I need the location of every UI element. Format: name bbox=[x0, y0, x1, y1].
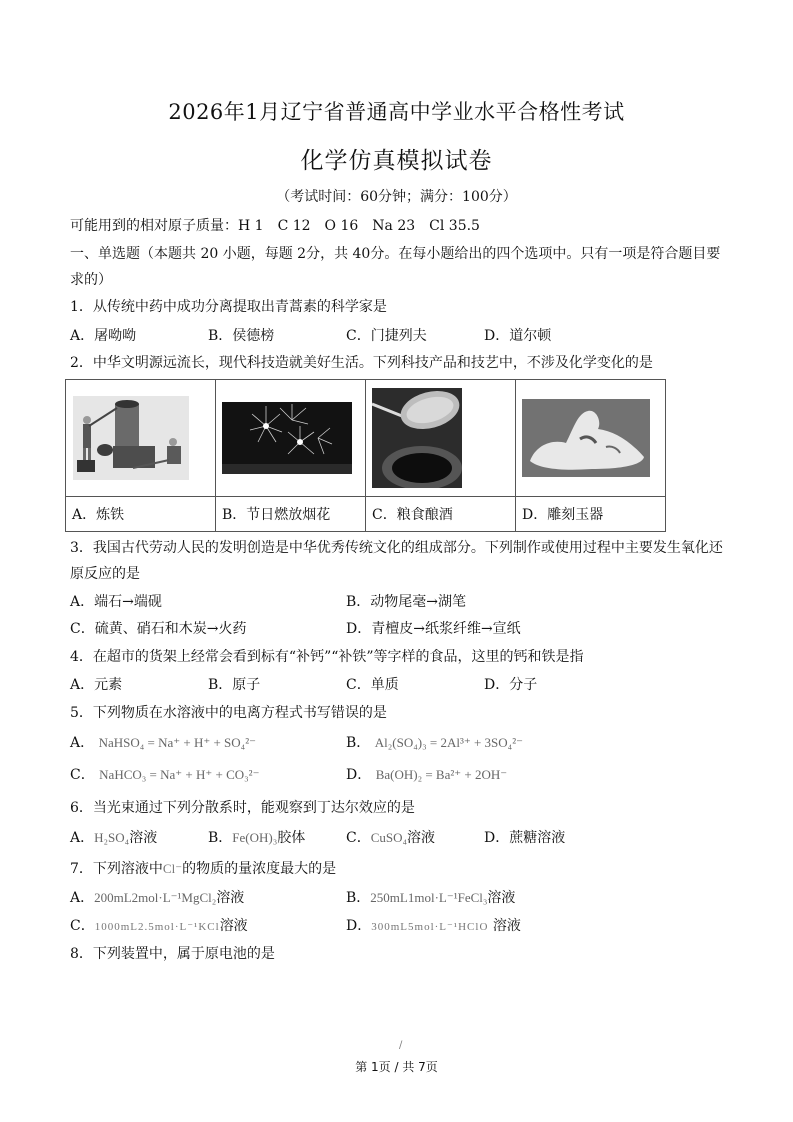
question-6-option-c[interactable] bbox=[346, 829, 435, 847]
question-4-stem: 4．在超市的货架上经常会看到标有“补钙”“补铁”等字样的食品，这里的钙和铁是指 bbox=[70, 649, 584, 665]
question-2-image-cell-a bbox=[66, 380, 216, 497]
option-label: A． bbox=[70, 830, 95, 846]
option-label: D． bbox=[346, 918, 372, 934]
question-5-option-c[interactable] bbox=[70, 766, 259, 784]
option-label: C． bbox=[346, 830, 371, 846]
wine-brewing-image bbox=[372, 388, 462, 488]
atomic-masses: 可能用到的相对原子质量：H 1 C 12 O 16 Na 23 Cl 35.5 bbox=[70, 218, 480, 234]
question-2-image-cell-d bbox=[516, 380, 666, 497]
question-1-option-d[interactable]: D．道尔顿 bbox=[484, 328, 552, 344]
question-4-option-b[interactable]: B．原子 bbox=[208, 677, 261, 693]
footer-mark: / bbox=[399, 1040, 403, 1051]
option-suffix: 胶体 bbox=[277, 830, 306, 846]
question-5-option-d[interactable] bbox=[346, 766, 507, 784]
option-suffix: 蔗糖溶液 bbox=[509, 830, 566, 846]
question-4-option-a[interactable]: A．元素 bbox=[70, 677, 123, 693]
solution-formula: 200mL2mol·L⁻¹MgCl₂ bbox=[94, 890, 217, 905]
question-2-stem: 2．中华文明源远流长，现代科技造就美好生活。下列科技产品和技艺中，不涉及化学变化的是 bbox=[70, 355, 653, 371]
section-heading-cont: 求的） bbox=[70, 272, 112, 288]
option-suffix: 溶液 bbox=[216, 890, 245, 906]
question-3-option-b[interactable]: B．动物尾毫→湖笔 bbox=[346, 594, 467, 610]
option-label: D． bbox=[346, 767, 372, 783]
iron-smelting-image bbox=[73, 396, 189, 480]
question-5-option-b[interactable] bbox=[346, 734, 523, 752]
ionization-equation: Ba(OH)₂ = Ba²⁺ + 2OH⁻ bbox=[375, 767, 508, 782]
jade-carving-image bbox=[522, 399, 650, 477]
exam-info: （考试时间：60分钟；满分：100分） bbox=[276, 189, 517, 205]
question-2-option-c[interactable]: C．粮食酿酒 bbox=[366, 497, 516, 532]
option-suffix: 溶液 bbox=[219, 918, 248, 934]
question-7-option-a[interactable] bbox=[70, 889, 244, 907]
question-4-option-d[interactable]: D．分子 bbox=[484, 677, 538, 693]
stem-prefix: 7．下列溶液中 bbox=[70, 861, 163, 877]
question-2-image-cell-c bbox=[366, 380, 516, 497]
ionization-equation: Al₂(SO₄)₃ = 2Al³⁺ + 3SO₄²⁻ bbox=[374, 735, 523, 750]
question-2-option-d[interactable]: D．雕刻玉器 bbox=[516, 497, 666, 532]
fireworks-image bbox=[222, 402, 352, 474]
question-8-stem: 8．下列装置中，属于原电池的是 bbox=[70, 946, 275, 962]
option-suffix: 溶液 bbox=[487, 890, 516, 906]
page-indicator: 第 1页 / 共 7页 bbox=[355, 1060, 438, 1074]
question-2-option-b[interactable]: B．节日燃放烟花 bbox=[216, 497, 366, 532]
question-4-option-c[interactable]: C．单质 bbox=[346, 677, 399, 693]
chemical-formula: Fe(OH)₃ bbox=[232, 830, 278, 845]
question-3-stem-cont: 原反应的是 bbox=[70, 566, 140, 582]
question-3-option-d[interactable]: D．青檀皮→纸浆纤维→宣纸 bbox=[346, 621, 521, 637]
option-label: B． bbox=[346, 735, 371, 751]
question-1-option-b[interactable]: B．侯德榜 bbox=[208, 328, 275, 344]
option-label: C． bbox=[70, 918, 95, 934]
question-3-option-c[interactable]: C．硫黄、硝石和木炭→火药 bbox=[70, 621, 247, 637]
solution-formula: 300mL5mol·L⁻¹HClO bbox=[371, 921, 489, 933]
exam-subtitle: 化学仿真模拟试卷 bbox=[300, 148, 493, 174]
option-suffix: 溶液 bbox=[129, 830, 158, 846]
solution-formula: 250mL1mol·L⁻¹FeCl₃ bbox=[370, 890, 488, 905]
question-6-option-a[interactable] bbox=[70, 829, 157, 847]
question-1-option-a[interactable]: A．屠呦呦 bbox=[70, 328, 137, 344]
ionization-equation: NaHCO₃ = Na⁺ + H⁺ + CO₃²⁻ bbox=[99, 767, 260, 782]
question-6-option-b[interactable] bbox=[208, 829, 305, 847]
option-suffix: 溶液 bbox=[407, 830, 436, 846]
option-label: C． bbox=[70, 767, 95, 783]
question-7-stem bbox=[70, 860, 336, 878]
option-label: B． bbox=[208, 830, 233, 846]
question-6-option-d[interactable] bbox=[484, 829, 565, 847]
question-7-option-c[interactable] bbox=[70, 917, 248, 936]
question-6-stem: 6．当光束通过下列分散系时，能观察到丁达尔效应的是 bbox=[70, 800, 415, 816]
ionization-equation: NaHSO₄ = Na⁺ + H⁺ + SO₄²⁻ bbox=[98, 735, 256, 750]
stem-suffix: 的物质的量浓度最大的是 bbox=[182, 861, 337, 877]
chemical-formula: CuSO₄ bbox=[370, 830, 408, 845]
option-label: A． bbox=[70, 890, 95, 906]
chemical-formula: H₂SO₄ bbox=[94, 830, 130, 845]
question-2-image-cell-b bbox=[216, 380, 366, 497]
question-5-option-a[interactable] bbox=[70, 734, 256, 752]
question-2-image-table bbox=[65, 379, 666, 532]
solution-formula: 1000mL2.5mol·L⁻¹KCl bbox=[94, 921, 220, 933]
option-suffix: 溶液 bbox=[488, 918, 521, 934]
question-7-option-b[interactable] bbox=[346, 889, 515, 907]
question-1-stem: 1．从传统中药中成功分离提取出青蒿素的科学家是 bbox=[70, 299, 387, 315]
chloride-ion-formula: Cl⁻ bbox=[162, 861, 183, 876]
question-3-option-a[interactable]: A．端石→端砚 bbox=[70, 594, 162, 610]
option-label: A． bbox=[70, 735, 95, 751]
section-heading: 一、单选题（本题共 20 小题，每题 2分，共 40分。在每小题给出的四个选项中。只有一项是符合题目要 bbox=[70, 246, 721, 262]
question-7-option-d[interactable] bbox=[346, 917, 521, 936]
question-2-option-a[interactable]: A．炼铁 bbox=[66, 497, 216, 532]
option-label: B． bbox=[346, 890, 371, 906]
exam-title: 2026年1月辽宁省普通高中学业水平合格性考试 bbox=[168, 100, 625, 124]
question-3-stem: 3．我国古代劳动人民的发明创造是中华优秀传统文化的组成部分。下列制作或使用过程中主要发生氧化还 bbox=[70, 540, 723, 556]
option-label: D． bbox=[484, 830, 510, 846]
question-5-stem: 5．下列物质在水溶液中的电离方程式书写错误的是 bbox=[70, 705, 387, 721]
question-1-option-c[interactable]: C．门捷列夫 bbox=[346, 328, 427, 344]
